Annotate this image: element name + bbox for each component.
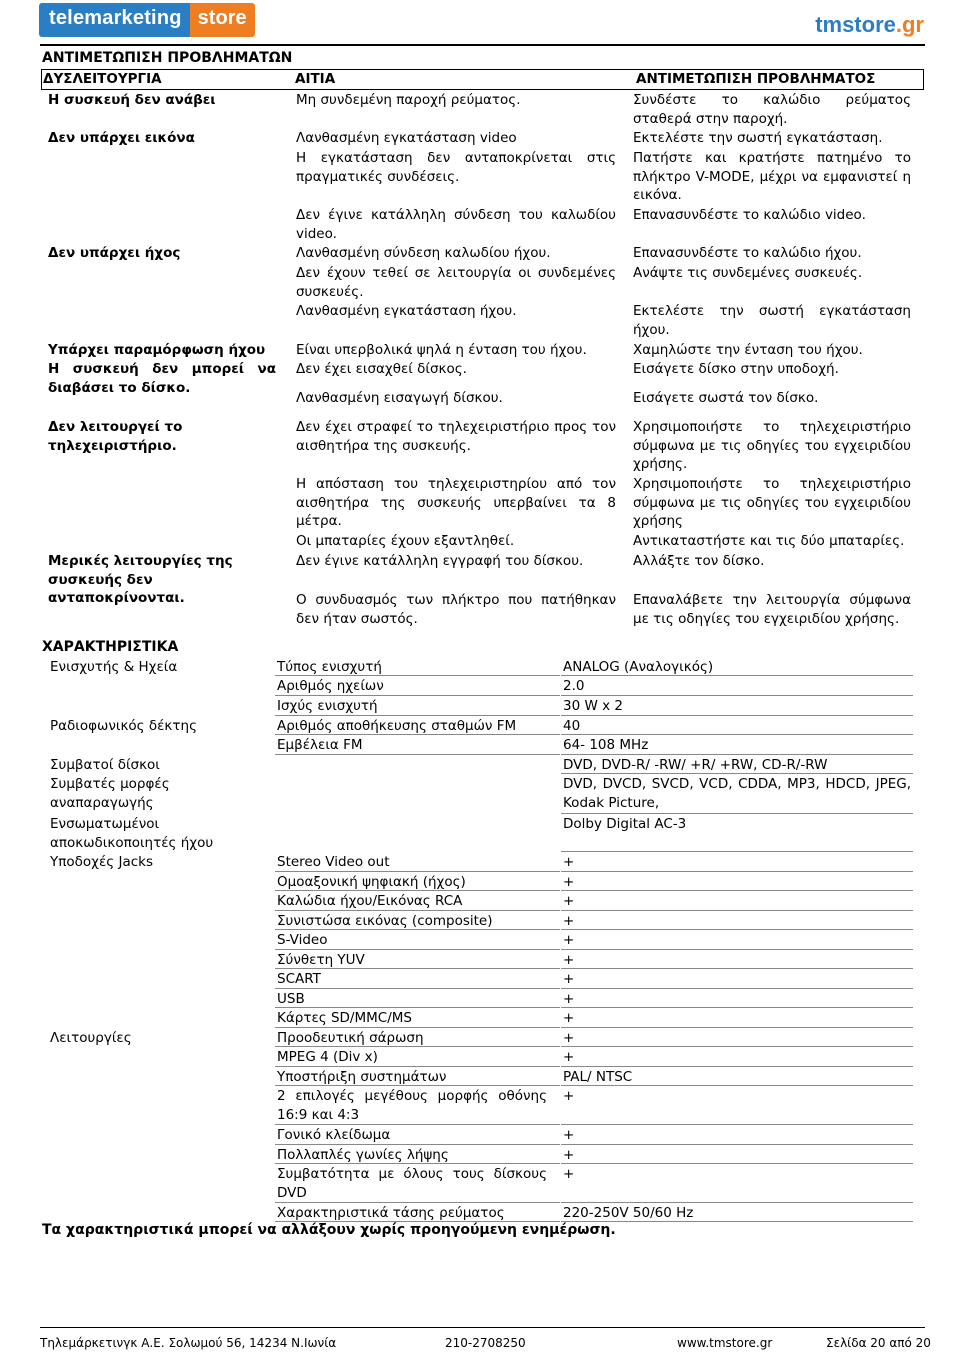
solution-cell: Εκτελέστε την σωστή εγκατάσταση. — [633, 130, 883, 146]
troubleshooting-title: ΑΝΤΙΜΕΤΩΠΙΣΗ ΠΡΟΒΛΗΜΑΤΩΝ — [42, 50, 293, 66]
spec-value-cell: + — [563, 1049, 575, 1065]
spec-feature-cell: Κάρτες SD/MMC/MS — [277, 1010, 412, 1026]
spec-category-cell: Ραδιοφωνικός δέκτης — [50, 718, 197, 734]
spec-row-divider — [561, 1007, 913, 1008]
spec-value-cell: + — [563, 952, 575, 968]
spec-row-divider — [275, 1007, 560, 1008]
footer-website[interactable]: www.tmstore.gr — [677, 1336, 773, 1350]
spec-value-cell: + — [563, 913, 575, 929]
tmstore-logo — [815, 12, 924, 38]
solution-cell: Ανάψτε τις συνδεμένες συσκευές. — [633, 265, 863, 281]
spec-category-cell: Ενισχυτής & Ηχεία — [50, 659, 178, 675]
spec-value-cell: + — [563, 991, 575, 1007]
spec-value-cell: + — [563, 971, 575, 987]
spec-feature-cell: Ισχύς ενισχυτή — [277, 698, 378, 714]
spec-value-cell: DVD, DVD-R/ -RW/ +R/ +RW, CD-R/-RW — [563, 757, 828, 773]
spec-feature-cell: Αριθμός αποθήκευσης σταθμών FM — [277, 718, 517, 734]
spec-feature-cell: Εμβέλεια FM — [277, 737, 363, 753]
cause-cell: Λανθασμένη εισαγωγή δίσκου. — [296, 390, 503, 406]
spec-row-divider — [561, 813, 913, 814]
spec-row-divider — [561, 1085, 913, 1086]
spec-value-cell: + — [563, 893, 575, 909]
spec-value-cell: Dolby Digital AC-3 — [563, 816, 687, 832]
spec-row-divider — [561, 715, 913, 716]
spec-feature-cell: Καλώδια ήχου/Εικόνας RCA — [277, 893, 463, 909]
cause-cell: Δεν έχει εισαχθεί δίσκος. — [296, 361, 467, 377]
solution-cell: Συνδέστε το καλώδιο ρεύματος σταθερά στην παροχή. — [633, 92, 911, 127]
footer-company: Τηλεμάρκετινγκ Α.Ε. Σολωμού 56, 14234 Ν.Ιωνία — [40, 1336, 337, 1350]
spec-row-divider — [561, 871, 913, 872]
spec-feature-cell: Stereo Video out — [277, 854, 390, 870]
spec-row-divider — [275, 1085, 560, 1086]
spec-value-cell: + — [563, 1088, 575, 1104]
spec-row-divider — [561, 890, 913, 891]
spec-row-divider — [561, 1144, 913, 1145]
spec-row-divider — [561, 773, 913, 774]
spec-row-divider — [561, 1066, 913, 1067]
spec-row-divider — [275, 929, 560, 930]
spec-row-divider — [561, 1027, 913, 1028]
problem-cell: Δεν υπάρχει ήχος — [48, 245, 181, 261]
spec-feature-cell: Υποστήριξη συστημάτων — [277, 1069, 447, 1085]
spec-value-cell: 64- 108 MHz — [563, 737, 649, 753]
spec-row-divider — [275, 695, 560, 696]
spec-row-divider — [275, 910, 560, 911]
spec-row-divider — [275, 1144, 560, 1145]
spec-row-divider — [275, 1027, 560, 1028]
cause-cell: Λανθασμένη σύνδεση καλωδίου ήχου. — [296, 245, 551, 261]
cause-cell: Δεν έχει στραφεί το τηλεχειριστήριο προς τον αισθητήρα της συσκευής. — [296, 419, 616, 454]
spec-row-divider — [275, 871, 560, 872]
spec-row-divider — [275, 675, 560, 676]
logo-left-part1: telemarketing — [39, 3, 190, 37]
cause-cell: Είναι υπερβολικά ψηλά η ένταση του ήχου. — [296, 342, 587, 358]
spec-feature-cell: S-Video — [277, 932, 328, 948]
spec-value-cell: 30 W x 2 — [563, 698, 623, 714]
spec-row-divider — [275, 715, 560, 716]
solution-cell: Εισάγετε σωστά τον δίσκο. — [633, 390, 819, 406]
spec-row-divider — [561, 1124, 913, 1125]
table-right-border — [923, 69, 924, 89]
spec-value-cell: + — [563, 1166, 575, 1182]
spec-value-cell: + — [563, 1010, 575, 1026]
spec-value-cell: + — [563, 1127, 575, 1143]
solution-cell: Εκτελέστε την σωστή εγκατάσταση ήχου. — [633, 303, 911, 338]
spec-value-cell: + — [563, 854, 575, 870]
spec-value-cell: + — [563, 1030, 575, 1046]
spec-row-divider — [275, 949, 560, 950]
spec-category-cell: Λειτουργίες — [50, 1030, 132, 1046]
spec-row-divider — [275, 968, 560, 969]
cause-cell: Δεν έχουν τεθεί σε λειτουργία οι συνδεμένες συσκευές. — [296, 265, 616, 300]
footer-page-number: Σελίδα 20 από 20 — [826, 1336, 931, 1350]
spec-row-divider — [275, 1163, 560, 1164]
spec-value-cell: PAL/ NTSC — [563, 1069, 633, 1085]
spec-value-cell: ANALOG (Αναλογικός) — [563, 659, 714, 675]
spec-value-cell: + — [563, 874, 575, 890]
spec-feature-cell: Γονικό κλείδωμα — [277, 1127, 391, 1143]
solution-cell: Χαμηλώστε την ένταση του ήχου. — [633, 342, 863, 358]
spec-value-cell: + — [563, 932, 575, 948]
spec-feature-cell: Συμβατότητα με όλους τους δίσκους DVD — [277, 1166, 547, 1201]
spec-row-divider — [561, 734, 913, 735]
spec-row-divider — [561, 949, 913, 950]
spec-category-cell: Συμβατοί δίσκοι — [50, 757, 160, 773]
spec-category-cell: Υποδοχές Jacks — [50, 854, 153, 870]
spec-row-divider — [275, 890, 560, 891]
cause-cell: Ο συνδυασμός των πλήκτρο που πατήθηκαν δεν ήταν σωστός. — [296, 592, 616, 627]
cause-cell: Οι μπαταρίες έχουν εξαντληθεί. — [296, 533, 515, 549]
column-header-solution: ΑΝΤΙΜΕΤΩΠΙΣΗ ΠΡΟΒΛΗΜΑΤΟΣ — [636, 71, 876, 87]
spec-row-divider — [275, 1066, 560, 1067]
spec-row-divider — [275, 754, 560, 755]
footer-phone: 210-2708250 — [445, 1336, 526, 1350]
spec-feature-cell: Πολλαπλές γωνίες λήψης — [277, 1147, 449, 1163]
telemarketing-store-logo — [39, 3, 255, 37]
spec-category-cell: Ενσωματωμένοι αποκωδικοποιητές ήχου — [50, 816, 214, 851]
problem-cell: Η συσκευή δεν ανάβει — [48, 92, 216, 108]
cause-cell: Λανθασμένη εγκατάσταση video — [296, 130, 517, 146]
spec-feature-cell: Τύπος ενισχυτή — [277, 659, 382, 675]
spec-feature-cell: Σύνθετη YUV — [277, 952, 365, 968]
problem-cell: Δεν λειτουργεί το τηλεχειριστήριο. — [48, 419, 183, 454]
solution-cell: Επανασυνδέστε το καλώδιο ήχου. — [633, 245, 862, 261]
spec-value-cell: + — [563, 1147, 575, 1163]
logo-left-part2: store — [190, 3, 255, 37]
table-left-border — [41, 69, 42, 89]
column-header-problem: ΔΥΣΛΕΙΤΟΥΡΓΙΑ — [43, 71, 162, 87]
spec-row-divider — [275, 988, 560, 989]
solution-cell: Αντικαταστήστε και τις δύο μπαταρίες. — [633, 533, 905, 549]
spec-feature-cell: 2 επιλογές μεγέθους μορφής οθόνης 16:9 και 4:3 — [277, 1088, 547, 1123]
solution-cell: Πατήστε και κρατήστε πατημένο το πλήκτρο V-MODE, μέχρι να εμφανιστεί η εικόνα. — [633, 150, 911, 203]
cause-cell: Δεν έγινε κατάλληλη εγγραφή του δίσκου. — [296, 553, 584, 569]
spec-value-cell: 220-250V 50/60 Hz — [563, 1205, 694, 1221]
spec-value-cell: 2.0 — [563, 678, 585, 694]
problem-cell: Δεν υπάρχει εικόνα — [48, 130, 195, 146]
logo-right-name: tmstore — [815, 12, 896, 37]
table-header-bottom — [41, 89, 924, 90]
spec-category-cell: Συμβατές μορφές αναπαραγωγής — [50, 776, 170, 811]
spec-feature-cell: USB — [277, 991, 305, 1007]
spec-feature-cell: Αριθμός ηχείων — [277, 678, 384, 694]
spec-row-divider — [275, 734, 560, 735]
problem-cell: Η συσκευή δεν μπορεί να διαβάσει το δίσκο. — [48, 361, 276, 396]
spec-row-divider — [275, 1046, 560, 1047]
cause-cell: Μη συνδεμένη παροχή ρεύματος. — [296, 92, 521, 108]
footer-rule — [40, 1327, 925, 1328]
problem-cell: Μερικές λειτουργίες της συσκευής δεν ανταποκρίνονται. — [48, 553, 233, 606]
spec-row-divider — [561, 1202, 913, 1203]
cause-cell: Η απόσταση του τηλεχειριστηρίου από τον αισθητήρα της συσκευής υπερβαίνει τα 8 μέτρα. — [296, 476, 616, 529]
spec-feature-cell: Ομοαξονική ψηφιακή (ήχος) — [277, 874, 466, 890]
solution-cell: Χρησιμοποιήστε το τηλεχειριστήριο σύμφωνα με τις οδηγίες του εγχειριδίου χρήσης. — [633, 419, 911, 472]
spec-row-divider — [561, 910, 913, 911]
specs-title: ΧΑΡΑΚΤΗΡΙΣΤΙΚΑ — [42, 639, 179, 655]
spec-row-divider — [561, 968, 913, 969]
spec-feature-cell: Προοδευτική σάρωση — [277, 1030, 424, 1046]
column-header-cause: ΑΙΤΙΑ — [295, 71, 336, 87]
logo-right-tld: .gr — [895, 12, 924, 37]
spec-row-divider — [561, 1163, 913, 1164]
solution-cell: Επανασυνδέστε το καλώδιο video. — [633, 207, 866, 223]
spec-feature-cell: Χαρακτηριστικά τάσης ρεύματος — [277, 1205, 505, 1221]
spec-feature-cell: Συνιστώσα εικόνας (composite) — [277, 913, 493, 929]
spec-feature-cell: SCART — [277, 971, 321, 987]
spec-row-divider — [561, 929, 913, 930]
spec-value-cell: 40 — [563, 718, 581, 734]
cause-cell: Η εγκατάσταση δεν ανταποκρίνεται στις πραγματικές συνδέσεις. — [296, 150, 616, 185]
spec-row-divider — [561, 754, 913, 755]
spec-row-divider — [561, 1046, 913, 1047]
solution-cell: Αλλάξτε τον δίσκο. — [633, 553, 765, 569]
solution-cell: Επαναλάβετε την λειτουργία σύμφωνα με τις οδηγίες του εγχειριδίου χρήσης. — [633, 592, 911, 627]
solution-cell: Χρησιμοποιήστε το τηλεχειριστήριο σύμφωνα με τις οδηγίες του εγχειριδίου χρήσης — [633, 476, 911, 529]
problem-cell: Υπάρχει παραμόρφωση ήχου — [48, 342, 266, 358]
spec-row-divider — [561, 851, 913, 852]
cause-cell: Λανθασμένη εγκατάσταση ήχου. — [296, 303, 517, 319]
specs-note: Τα χαρακτηριστικά μπορεί να αλλάξουν χωρίς προηγούμενη ενημέρωση. — [42, 1222, 616, 1238]
spec-value-cell: DVD, DVCD, SVCD, VCD, CDDA, MP3, HDCD, JPEG, Kodak Picture, — [563, 776, 911, 811]
solution-cell: Εισάγετε δίσκο στην υποδοχή. — [633, 361, 839, 377]
spec-row-divider — [561, 695, 913, 696]
cause-cell: Δεν έγινε κατάλληλη σύνδεση του καλωδίου video. — [296, 207, 616, 242]
spec-row-divider — [561, 988, 913, 989]
spec-row-divider — [275, 1202, 560, 1203]
spec-row-divider — [275, 1124, 560, 1125]
header-rule — [40, 44, 925, 46]
spec-feature-cell: MPEG 4 (Div x) — [277, 1049, 378, 1065]
spec-row-divider — [561, 675, 913, 676]
